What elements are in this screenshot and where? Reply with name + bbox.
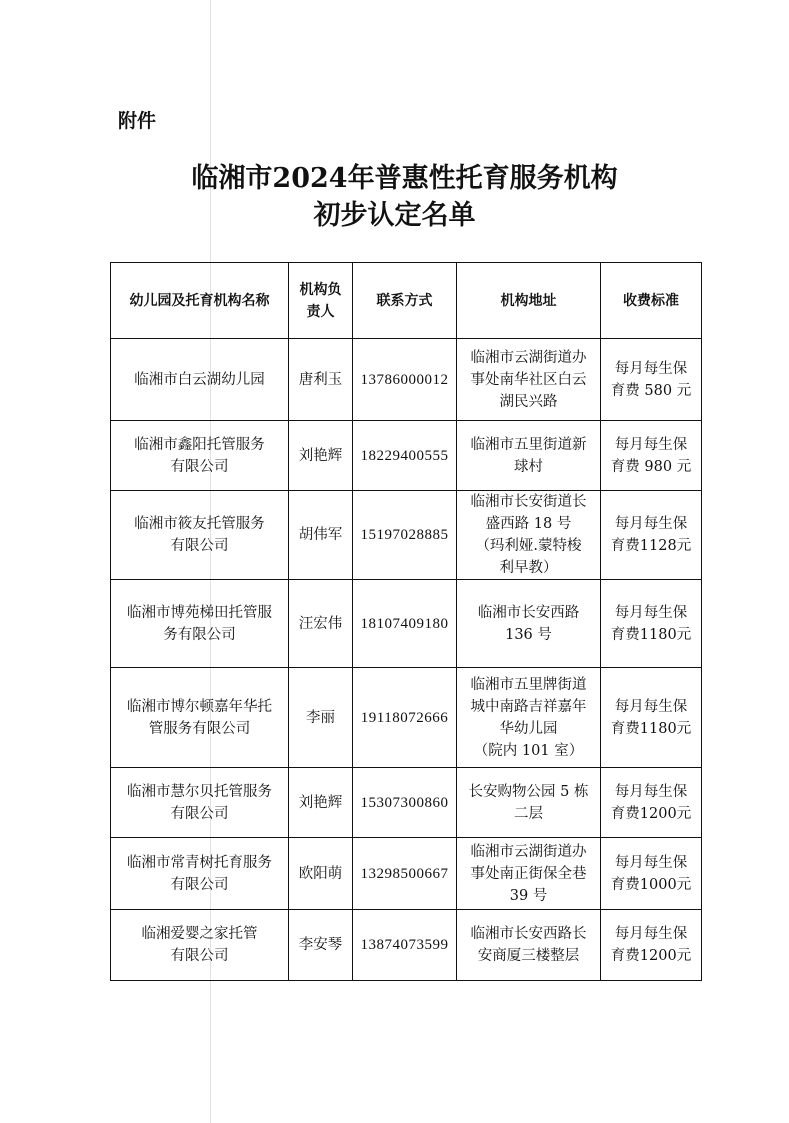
- cell-person: 欧阳萌: [289, 838, 353, 910]
- header-address: 机构地址: [457, 263, 601, 339]
- header-name: 幼儿园及托育机构名称: [111, 263, 289, 339]
- cell-fee: 每月每生保 育费1200元: [601, 910, 702, 981]
- table-row: [111, 580, 702, 668]
- document-title-line1: 临湘市2024年普惠性托育服务机构: [191, 163, 618, 194]
- cell-person: 唐利玉: [289, 339, 353, 421]
- cell-person: 李安琴: [289, 910, 353, 981]
- cell-fee: 每月每生保 育费1000元: [601, 838, 702, 910]
- cell-address: 临湘市云湖街道办 事处南华社区白云 湖民兴路: [457, 339, 601, 421]
- table-row: [111, 838, 702, 910]
- cell-phone: 15307300860: [353, 768, 457, 838]
- cell-name: 临湘市慧尔贝托管服务 有限公司: [111, 768, 289, 838]
- cell-name: 临湘市筱友托管服务 有限公司: [111, 491, 289, 580]
- cell-phone: 15197028885: [353, 491, 457, 580]
- cell-fee: 每月每生保 育费1180元: [601, 580, 702, 668]
- cell-address: 临湘市云湖街道办 事处南正街保全巷 39 号: [457, 838, 601, 910]
- cell-name: 临湘市常青树托育服务 有限公司: [111, 838, 289, 910]
- cell-fee: 每月每生保 育费1180元: [601, 668, 702, 768]
- table-row: [111, 491, 702, 580]
- cell-address: 临湘市长安街道长 盛西路 18 号 （玛利娅.蒙特梭 利早教）: [457, 491, 601, 580]
- header-contact: 联系方式: [353, 263, 457, 339]
- attachment-label: 附件: [118, 110, 157, 132]
- cell-name: 临湘爱婴之家托管 有限公司: [111, 910, 289, 981]
- header-person: 机构负 责人: [289, 263, 353, 339]
- cell-name: 临湘市白云湖幼儿园: [111, 339, 289, 421]
- cell-name: 临湘市博尔顿嘉年华托 管服务有限公司: [111, 668, 289, 768]
- cell-address: 长安购物公园 5 栋 二层: [457, 768, 601, 838]
- cell-name: 临湘市博苑梯田托管服 务有限公司: [111, 580, 289, 668]
- table-row: [111, 421, 702, 491]
- table-row: [111, 910, 702, 981]
- cell-phone: 18107409180: [353, 580, 457, 668]
- cell-person: 李丽: [289, 668, 353, 768]
- cell-fee: 每月每生保 育费1200元: [601, 768, 702, 838]
- table-row: [111, 768, 702, 838]
- cell-phone: 13874073599: [353, 910, 457, 981]
- cell-address: 临湘市长安西路 136 号: [457, 580, 601, 668]
- table-row: [111, 339, 702, 421]
- table-row: [111, 668, 702, 768]
- table-header-row: [111, 263, 702, 339]
- cell-person: 刘艳辉: [289, 421, 353, 491]
- cell-phone: 19118072666: [353, 668, 457, 768]
- institution-table: [110, 262, 702, 981]
- document-title-line2: 初步认定名单: [313, 200, 476, 231]
- cell-person: 刘艳辉: [289, 768, 353, 838]
- cell-address: 临湘市五里街道新 球村: [457, 421, 601, 491]
- cell-address: 临湘市五里牌街道 城中南路吉祥嘉年 华幼儿园 （院内 101 室）: [457, 668, 601, 768]
- cell-person: 汪宏伟: [289, 580, 353, 668]
- cell-fee: 每月每生保 育费 580 元: [601, 339, 702, 421]
- cell-name: 临湘市鑫阳托管服务 有限公司: [111, 421, 289, 491]
- cell-phone: 13298500667: [353, 838, 457, 910]
- cell-phone: 13786000012: [353, 339, 457, 421]
- cell-fee: 每月每生保 育费 980 元: [601, 421, 702, 491]
- cell-phone: 18229400555: [353, 421, 457, 491]
- header-fee: 收费标准: [601, 263, 702, 339]
- cell-address: 临湘市长安西路长 安商厦三楼整层: [457, 910, 601, 981]
- cell-person: 胡伟军: [289, 491, 353, 580]
- cell-fee: 每月每生保 育费1128元: [601, 491, 702, 580]
